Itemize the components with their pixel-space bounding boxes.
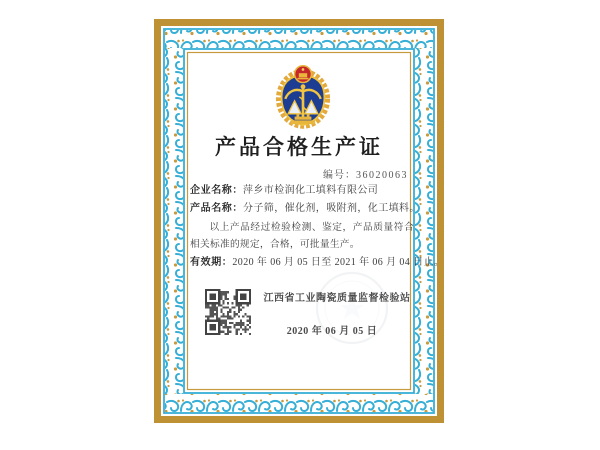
certificate-body (190, 182, 445, 272)
certificate-title: 产品合格生产证 (215, 135, 383, 159)
field-company (190, 182, 414, 200)
products-label: 产品名称： (190, 203, 243, 214)
serial-number (323, 166, 408, 181)
qr-code (205, 288, 251, 336)
issue-date: 2020 年 06 月 05 日 (286, 326, 378, 337)
validity-value: 2020 年 06 月 05 日至 2021 年 06 月 04 日止。 (232, 257, 445, 268)
serial-label: 编号： (323, 170, 356, 181)
validity-label: 有效期： (190, 257, 233, 268)
company-value: 萍乡市检润化工填料有限公司 (243, 185, 379, 196)
certificate (154, 19, 444, 423)
company-label: 企业名称： (190, 185, 243, 196)
issuer-name: 江西省工业陶瓷质量监督检验站 (263, 293, 411, 304)
serial-value: 36020063 (356, 170, 408, 181)
conformity-statement: 以上产品经过检验检测、鉴定，产品质量符合相关标准的规定，合格，可批量生产。 (190, 222, 414, 250)
products-value: 分子筛，催化剂，吸附剂，化工填料。 (243, 203, 420, 214)
field-products (190, 200, 420, 218)
quality-supervision-emblem (275, 61, 331, 133)
